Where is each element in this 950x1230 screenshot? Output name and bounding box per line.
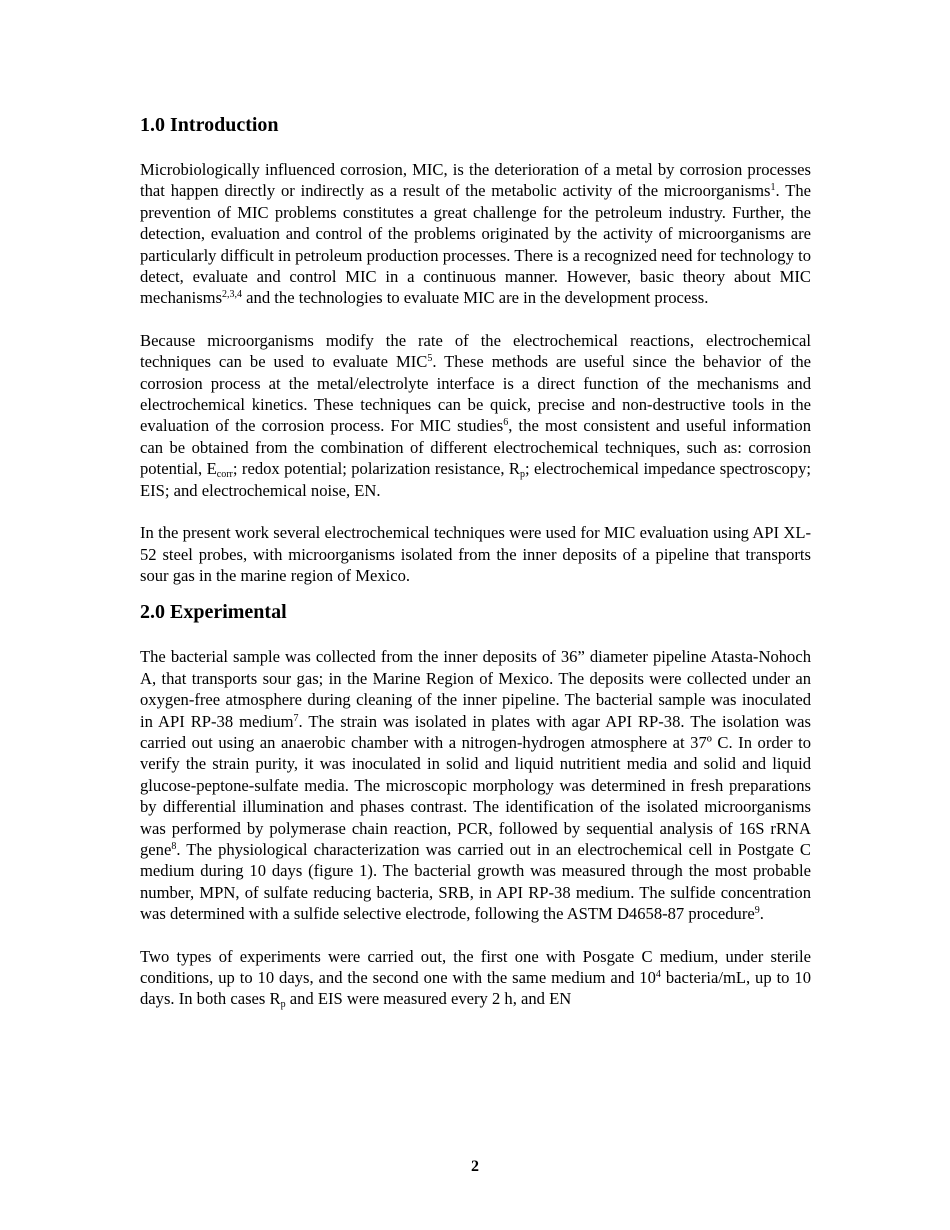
document-page — [140, 112, 811, 1010]
text-run: . The prevention of MIC problems constitutes a great challenge for the petroleum industry. Further, the detection, evaluation and control of the problems originated by the activity of microorganisms are particularly difficult in petroleum production processes. There is a recognized need for technology to detect, evaluate and control MIC in a continuous manner. However, basic theory about MIC mechanisms — [140, 181, 812, 308]
superscript: 8 — [171, 840, 177, 852]
text-run: Because microorganisms modify the rate of the electrochemical reactions, electrochemical techniques can be used to evaluate MIC — [140, 330, 811, 372]
subscript: p — [280, 999, 286, 1011]
section-heading-introduction: 1.0 Introduction — [140, 114, 279, 136]
superscript: 2,3,4 — [222, 289, 243, 301]
text-run: ; redox potential; polarization resistance, R — [232, 459, 520, 479]
superscript: 7 — [293, 712, 299, 724]
superscript: 4 — [655, 969, 661, 980]
text-run: . The strain was isolated in plates with agar API RP-38. The isolation was carried out using an anaerobic chamber with a nitrogen-hydrogen atmosphere at 37º C. In order to verify the strain purity, it was inoculated in solid and liquid nutritient media and solid and liquid glucose-peptone-sulfate media. The microscopic morphology was determined in fresh preparations by differential illumination and phases contrast. The identification of the isolated microorganisms was performed by polymerase chain reaction, PCR, followed by sequential analysis of 16S rRNA gene — [140, 711, 812, 859]
intro-paragraph-2 — [140, 330, 811, 501]
page-number: 2 — [471, 1158, 479, 1175]
text-run: . — [759, 904, 764, 924]
subscript: p — [519, 469, 525, 481]
text-run: Two types of experiments were carried out, the first one with Posgate C medium, under sterile conditions, up to 10 days, and the second one with the same medium and 10 — [140, 946, 811, 987]
section-heading-experimental: 2.0 Experimental — [140, 601, 287, 624]
text-run: and the technologies to evaluate MIC are in the development process. — [242, 288, 709, 308]
text-run: . These methods are useful since the behavior of the corrosion process at the metal/electrolyte interface is a direct function of the mechanisms and electrochemical kinetics. These techniques can be quick, precise and non-destructive tools in the evaluation of the corrosion process. For MIC studies — [140, 352, 811, 436]
text-run: bacteria/mL, up to 10 days. In both cases R — [140, 968, 811, 1009]
superscript: 5 — [427, 353, 433, 365]
subscript: corr — [216, 469, 233, 481]
intro-paragraph-1 — [140, 159, 811, 309]
text-run: Microbiologically influenced corrosion, MIC, is the deterioration of a metal by corrosion processes that happen directly or indirectly as a result of the metabolic activity of the microorganisms — [140, 160, 811, 201]
superscript: 6 — [503, 417, 509, 429]
superscript: 9 — [754, 905, 760, 917]
experimental-paragraph-2 — [140, 946, 811, 1010]
superscript: 1 — [770, 182, 776, 194]
text-run: In the present work several electrochemical techniques were used for MIC evaluation using API XL-52 steel probes, with microorganisms isolated from the inner deposits of a pipeline that transports sour gas in the marine region of Mexico. — [140, 523, 811, 585]
text-run: and EIS were measured every 2 h, and EN — [285, 989, 572, 1009]
text-run: , the most consistent and useful information can be obtained from the combination of different electrochemical techniques, such as: corrosion potential, E — [140, 416, 812, 479]
experimental-paragraph-1 — [140, 646, 811, 924]
text-run: ; electrochemical impedance spectroscopy; EIS; and electrochemical noise, EN. — [140, 459, 811, 500]
text-run: . The physiological characterization was carried out in an electrochemical cell in Postgate C medium during 10 days (figure 1). The bacterial growth was measured through the most probable number, MPN, of sulfate reducing bacteria, SRB, in API RP-38 medium. The sulfide concentration was determined with a sulfide selective electrode, following the ASTM D4658-87 procedure — [140, 839, 811, 924]
intro-paragraph-3 — [140, 522, 811, 586]
text-run: The bacterial sample was collected from the inner deposits of 36” diameter pipeline Atasta-Nohoch A, that transports sour gas; in the Marine Region of Mexico. The deposits were collected under an oxygen-free atmosphere during cleaning of the inner pipeline. The bacterial sample was inoculated in API RP-38 medium — [140, 647, 811, 731]
